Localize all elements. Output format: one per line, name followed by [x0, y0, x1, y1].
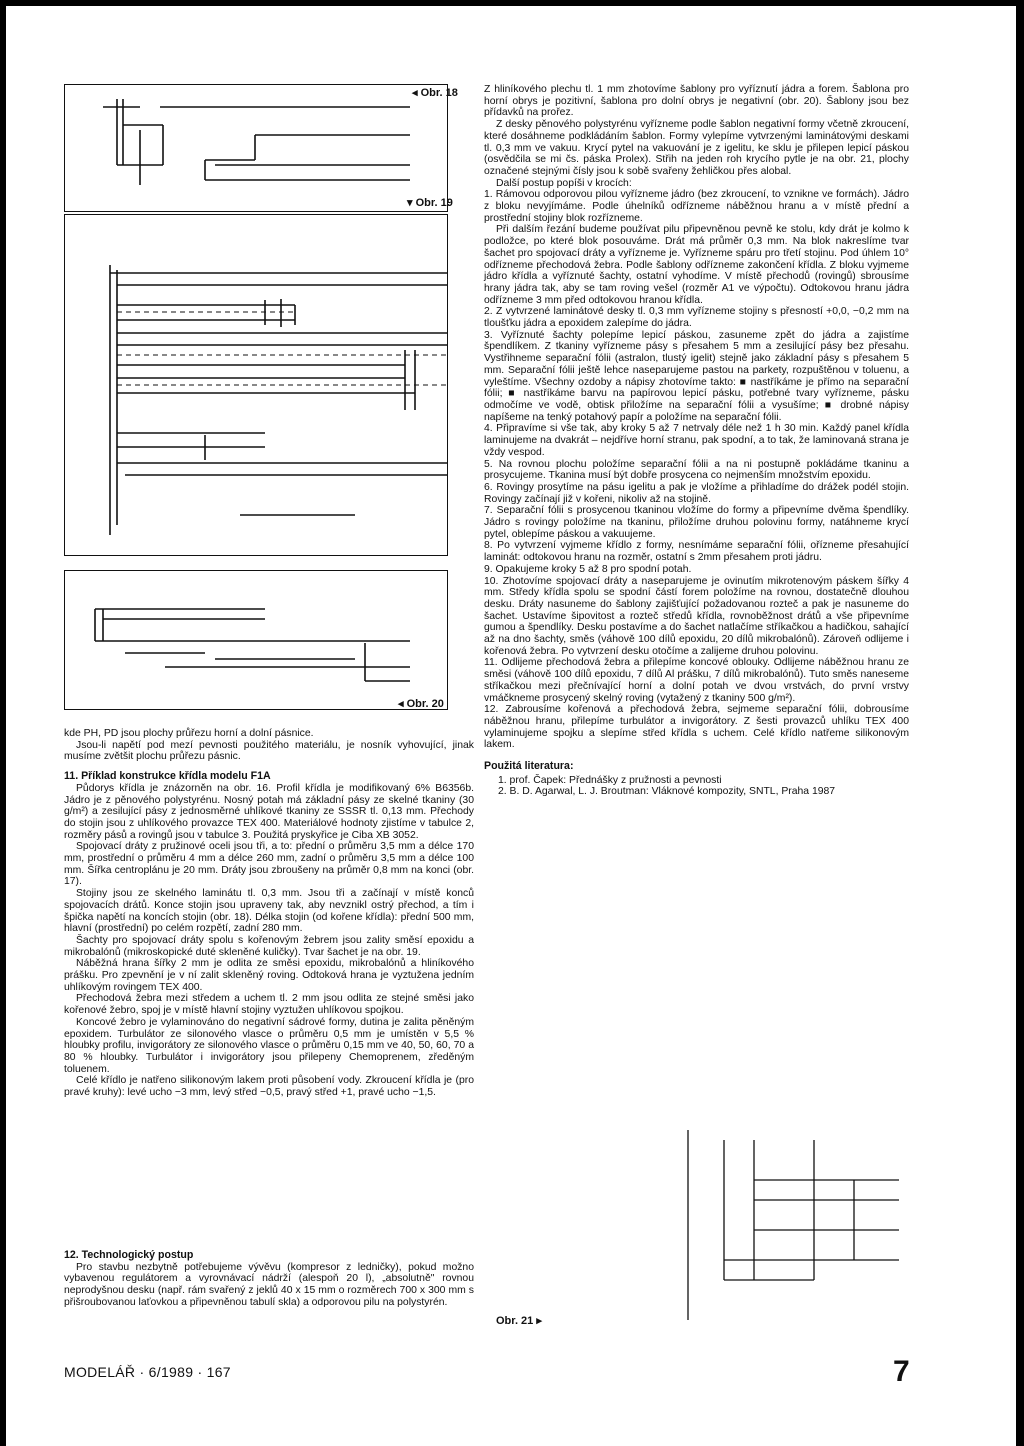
figure-20 [64, 570, 448, 710]
intro-1: kde PH, PD jsou plochy průřezu horní a dolní pásnice. [64, 728, 314, 739]
step-2: 2. Z vytvrzené laminátové desky tl. 0,3 mm vyřízneme stojiny s přesností +0,0, −0,2 mm na tloušťku jádra a epoxidem zalepíme do jádra. [484, 306, 909, 330]
right-column [484, 84, 909, 798]
literature-item-2: 2. B. D. Agarwal, L. J. Broutman: Vláknové kompozity, SNTL, Praha 1987 [498, 786, 836, 798]
literature-list [484, 775, 909, 798]
left-column-bottom [64, 1250, 474, 1309]
footer-magazine: MODELÁŘ · 6/1989 · 167 [64, 1364, 231, 1380]
step-11: 11. Odlijeme přechodová žebra a přilepíme koncové oblouky. Odlijeme náběžnou hranu ze směsi (váhově 100 dílů epoxidu, 7 dílů Al prášku, 7 dílů mikrobalónů). Tuto směs naneseme stříkačkou mezi přečnívající horní a dolní potah ve dvou vrstvách, do první vrstvy vmáčkneme prosycený skelný roving (vytažený z tkaniny 500 g/m²). [484, 657, 909, 704]
step-8: 8. Po vytvrzení vyjmeme křídlo z formy, nesnímáme separační fólii, ořízneme přesahující laminát: odtokovou hranu na rozměr, ostatní s 2mm přesahem proti jádru. [484, 540, 909, 564]
right-para-2: Z desky pěnového polystyrénu vyřízneme podle šablon negativní formy včetně zkroucení, které dosáhneme podkládáním šablon. Formy vylepíme vytvrzenými laminátovými deskami tl. 0,3 mm ve vakuu. Krycí pytel na vakuování je z igelitu, ke sklu je přilepen lepicí páskou (osvědčila se mi čs. páska Prolex). Střih na jeden roh krycího pytle je na obr. 21, plochy označené stejnými čísly jsou k sobě svařeny žehličkou přes alobal. [484, 119, 909, 177]
step-9: 9. Opakujeme kroky 5 až 8 pro spodní potah. [484, 563, 692, 575]
caption-obr18: ◂ Obr. 18 [412, 87, 458, 99]
right-para-3: Další postup popíši v krocích: [496, 177, 632, 189]
para-5: Náběžná hrana šířky 2 mm je odlita ze směsi epoxidu, mikrobalónů a hliníkového prášku. Pro zpevnění je v ní zalit skleněný roving. Odtoková hrana je vyztužena jedním uhlíkovým rovingem TEX 400. [64, 958, 474, 993]
top-strip [0, 0, 1024, 6]
step-6: 6. Rovingy prosytíme na pásu igelitu a pak je vložíme a přihladíme do drážek podél stojin. Rovingy začínají již v kořeni, nikoliv až na stojině. [484, 481, 909, 505]
caption-obr20: ◂ Obr. 20 [398, 698, 444, 710]
heading-11: 11. Příklad konstrukce křídla modelu F1A [64, 770, 271, 783]
figure-19 [64, 214, 448, 556]
step-1: 1. Rámovou odporovou pilou vyřízneme jádro (bez zkroucení, to vznikne ve formách). Jádro z bloku nevyjímáme. Podle úhelníků odřízneme náběžnou hranu a v místě přední a prostřední stojiny blok rozřízneme. [484, 189, 909, 224]
para-4: Šachty pro spojovací dráty spolu s kořenovým žebrem jsou zality směsí epoxidu a mikrobalónů (mikroskopické duté skleněné kuličky). Tvar šachet je na obr. 19. [64, 934, 474, 958]
step-12: 12. Zabrousíme kořenová a přechodová žebra, sejmeme separační fólii, dobrousíme náběžnou hranu, přilepíme turbulátor a invigorátory. Z šesti provazců uhlíku TEX 400 vylaminujeme spojku a slepíme střed křídla s uchem. Celé křídlo natřeme silikonovým lakem. [484, 704, 909, 751]
right-strip [1016, 0, 1024, 1446]
page-number: 7 [893, 1355, 910, 1388]
caption-obr21: Obr. 21 ▸ [496, 1315, 542, 1327]
para-9: Pro stavbu nezbytně potřebujeme vývěvu (kompresor z ledničky), pokud možno vybavenou regulátorem a vyrovnávací nádrží (alespoň 20 l), „absolutně" rovnou neprodyšnou desku (např. rám svařený z jeklů 40 x 15 mm o rozměrech 700 x 300 mm s přišroubovanou laťovkou a připevněnou tabulí skla) a odporovou pilu na polystyrén. [64, 1261, 474, 1308]
heading-12: 12. Technologický postup [64, 1249, 194, 1261]
left-column [64, 728, 474, 1099]
para-8: Celé křídlo je natřeno silikonovým lakem proti působení vody. Zkroucení křídla je (pro pravé kruhy): levé ucho −3 mm, levý střed −0,5, pravý střed +1, pravé ucho −1,5. [64, 1075, 474, 1099]
step-5: 5. Na rovnou plochu položíme separační fólii a na ni postupně pokládáme tkaninu a prosycujeme. Tkanina musí být dobře prosycena co nejmenším množstvím epoxidu. [484, 458, 909, 482]
para-7: Koncové žebro je vylaminováno do negativní sádrové formy, dutina je zalita pěněným epoxidem. Turbulátor ze silonového vlasce o průměru 0,5 mm je umístěn v 5,5 % hloubky profilu, invigorátory ze silonového vlasce o průměru 0,15 mm ve 40, 50, 60, 70 a 80 % hloubky. Turbulátor i invigorátory jsou přilepeny Chemoprenem, zředěným toluenem. [64, 1016, 474, 1075]
step-7: 7. Separační fólii s prosycenou tkaninou vložíme do formy a připevníme dvěma špendlíky. Jádro s rovingy položíme na tkaninu, přiložíme druhou polovinu formy, natáhneme krycí pytel, oblepíme páskou a vakuujeme. [484, 505, 909, 540]
step-3: 3. Vyříznuté šachty polepíme lepicí páskou, zasuneme zpět do jádra a zajistíme špendlíkem. Z tkaniny vyřízneme pásy s přesahem 5 mm a zesilující pásy bez přesahu. Vystřihneme separační fólii (astralon, tlustý igelit) stejně jako základní pásy s přesahem 5 mm. Separační fólii ještě lehce naseparujeme pastou na parkety, rozpuštěnou v toluenu, a vyleštíme. Všechny ozdoby a nápisy zhotovíme takto: ■ nastříkáme je přímo na separační fólii; ■ nastříkáme barvu na papírovou lepicí pásku, potřebné tvary vyřízneme, pásku odmočíme ve vodě, obtisk přiložíme na separační fólii a vysušíme; ■ drobné nápisy napíšeme na tenký potahový papír a položíme na separační fólii. [484, 329, 909, 423]
step-1b: Při dalším řezání budeme používat pilu připevněnou pevně ke stolu, kdy drát je kolmo k podložce, po které blok posouváme. Drát má průměr 0,3 mm. Na blok nakreslíme tvar šachet pro spojovací dráty a vyřízneme je. Vyřízneme spáru pro třetí stojinu. Pod úhlem 10° odřízneme přechodová žebra. Podle šablony odřízneme zakončení křídla. Z bloku vyjmeme jádro křídla a vyříznuté šachty, ostatní vyhodíme. V místě přechodů (rovingů) sbrousíme hrany jádra tak, aby se tam roving vešel (rozměr A1 ve výpočtu). Odtokovou hranu jádra odřízneme 3 mm před odtokovou hranou křídla. [484, 224, 909, 306]
intro-2: Jsou-li napětí pod mezí pevnosti použitého materiálu, je nosník vyhovující, jinak musíme zvětšit plochu průřezu pásnic. [64, 739, 474, 763]
para-6: Přechodová žebra mezi středem a uchem tl. 2 mm jsou odlita ze stejné směsi jako kořenové žebro, spoj je v místě hlavní stojiny vyztužen uhlíkovou spojkou. [64, 993, 474, 1017]
para-3: Stojiny jsou ze skelného laminátu tl. 0,3 mm. Jsou tři a začínají v místě konců spojovacích drátů. Konce stojin jsou upraveny tak, aby nevznikl ostrý přechod, a tím i špička napětí na koncích stojin (obr. 18). Délka stojin (od kořene křídla): přední 500 mm, hlavní (prostřední) po celém rozpětí, zadní 280 mm. [64, 888, 474, 935]
step-10: 10. Zhotovíme spojovací dráty a naseparujeme je ovinutím mikrotenovým páskem šířky 4 mm. Středy křídla spolu se spodní částí forem položíme na rovnou, dostatečně dlouhou desku. Dráty nasuneme do šablony zajišťující požadovanou rozteč a pak je nasuneme do šachet. Ustavíme šipovitost a rozteč středů křídla, rovnoběžnost drátů a vše připevníme gumou a špendlíky. Desku postavíme a do šachet natlačíme stříkačkou a hadičkou, sahající až na dno šachty, směs (váhově 100 dílů epoxidu, 20 dílů mikrobalónů). Zároveň odlijeme i kořenová žebra. Po vytvrzení desku otočíme a zalijeme druhou polovinu. [484, 575, 909, 657]
caption-obr19: ▾ Obr. 19 [407, 197, 453, 209]
figure-18 [64, 84, 448, 212]
step-4: 4. Připravíme si vše tak, aby kroky 5 až 7 netrvaly déle než 1 h 30 min. Každý panel křídla laminujeme na dvakrát – nejdříve horní stranu, pak spodní, a to tak, že laminovaná strana je vždy vespod. [484, 423, 909, 458]
left-strip [0, 0, 6, 1446]
figure-21 [664, 1130, 914, 1330]
literature-item-1: 1. prof. Čapek: Přednášky z pružnosti a pevnosti [498, 774, 722, 786]
para-2: Spojovací dráty z pružinové oceli jsou tři, a to: přední o průměru 3,5 mm a délce 170 mm, prostřední o průměru 4 mm a délce 260 mm, zadní o průměru 3,5 mm a délce 100 mm. Šířka centroplánu je 20 mm. Dráty jsou zbroušeny na průměr 0,8 mm na konci (obr. 17). [64, 841, 474, 888]
literature-heading: Použitá literatura: [484, 760, 574, 773]
right-para-1: Z hliníkového plechu tl. 1 mm zhotovíme šablony pro vyříznutí jádra a forem. Šablona pro horní obrys je pozitivní, šablona pro dolní obrys je negativní (obr. 20). Šablony jsou bez přídavků na prořez. [484, 84, 909, 119]
para-1: Půdorys křídla je znázorněn na obr. 16. Profil křídla je modifikovaný 6% B6356b. Jádro je z pěnového polystyrénu. Nosný potah má základní pásy ze skelné tkaniny (30 g/m²) a zesilující pásy z jednosměrné uhlíkové tkaniny ze SSSR tl. 0,13 mm. Přechody do stojin jsou z uhlíkového provazce TEX 400. Materiálové hodnoty zjistíme v tabulce 2, rozměry pásů a rovingů jsou v tabulce 3. Použitá pryskyřice je Ciba XB 3052. [64, 782, 474, 841]
